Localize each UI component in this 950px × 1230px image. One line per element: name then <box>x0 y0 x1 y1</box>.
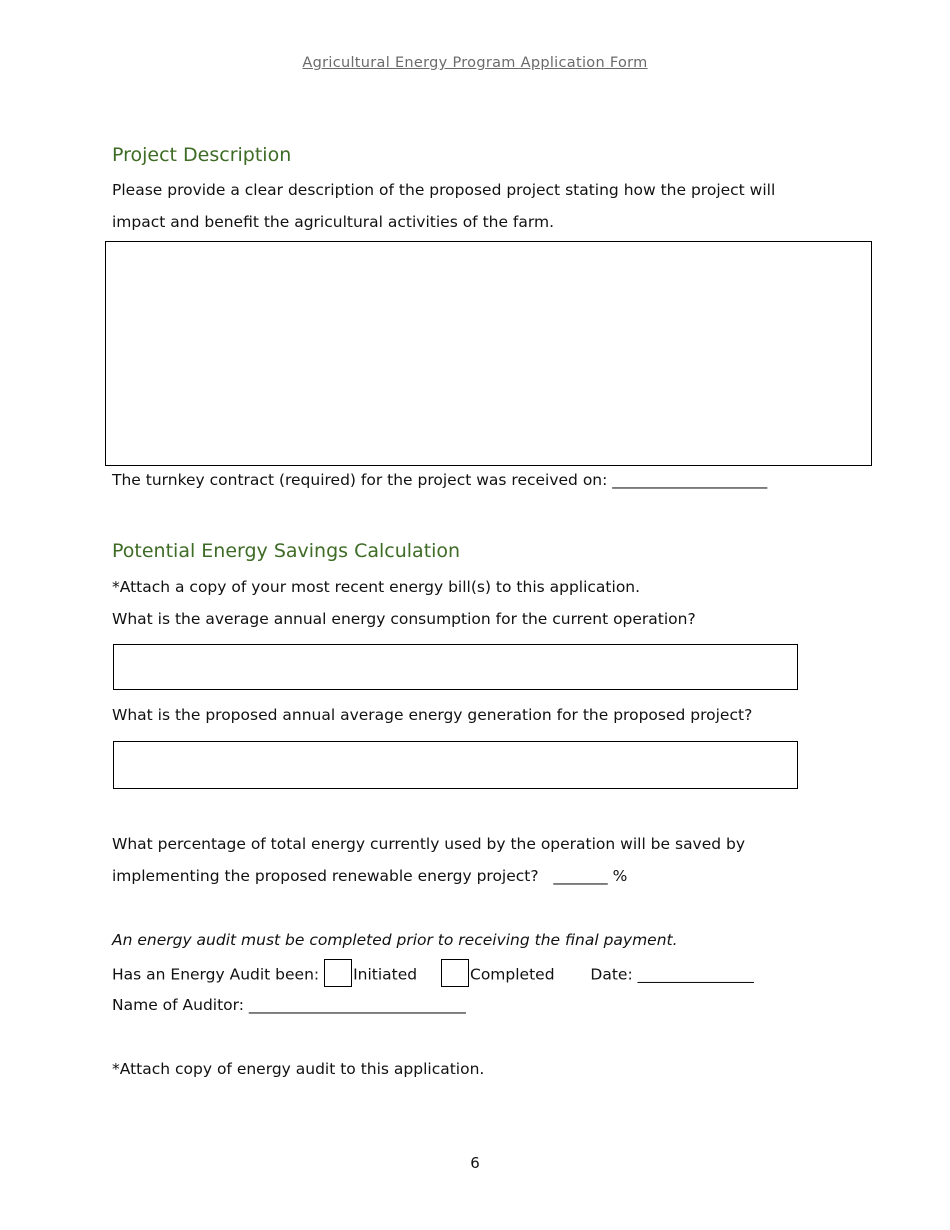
completed-checkbox[interactable] <box>441 959 469 987</box>
attach-bill-note: *Attach a copy of your most recent energy bill(s) to this application. <box>112 578 641 596</box>
page-number: 6 <box>470 1154 480 1172</box>
auditor-name-field[interactable]: Name of Auditor: ____________________________ <box>112 996 466 1014</box>
audit-status-row <box>112 963 754 987</box>
project-description-textarea[interactable] <box>105 241 872 466</box>
completed-label: Completed <box>470 965 555 984</box>
project-description-heading: Project Description <box>112 144 292 166</box>
energy-savings-heading: Potential Energy Savings Calculation <box>112 540 461 562</box>
consumption-input[interactable] <box>113 644 798 690</box>
form-title-header: Agricultural Energy Program Application Form <box>302 55 648 71</box>
initiated-checkbox[interactable] <box>324 959 352 987</box>
turnkey-date-field[interactable]: ____________________ <box>612 471 768 489</box>
audit-date-field[interactable]: Date: _______________ <box>590 965 754 984</box>
percentage-question-label: implementing the proposed renewable energy project? <box>112 867 539 885</box>
project-instruction-line2: impact and benefit the agricultural activities of the farm. <box>112 213 555 231</box>
attach-audit-note: *Attach copy of energy audit to this application. <box>112 1060 485 1078</box>
consumption-question: What is the average annual energy consumption for the current operation? <box>112 610 696 628</box>
percentage-question-line2 <box>112 867 627 885</box>
turnkey-contract-line <box>112 471 767 489</box>
project-instruction-line1: Please provide a clear description of the proposed project stating how the project will <box>112 181 776 199</box>
audit-question-label: Has an Energy Audit been: <box>112 965 320 984</box>
percentage-field[interactable]: _______ % <box>553 867 628 885</box>
generation-question: What is the proposed annual average energy generation for the proposed project? <box>112 706 753 724</box>
generation-input[interactable] <box>113 741 798 789</box>
audit-notice: An energy audit must be completed prior to receiving the final payment. <box>112 931 678 949</box>
percentage-question-line1: What percentage of total energy currently used by the operation will be saved by <box>112 835 746 853</box>
turnkey-contract-label: The turnkey contract (required) for the project was received on: <box>112 471 608 489</box>
initiated-label: Initiated <box>353 965 418 984</box>
